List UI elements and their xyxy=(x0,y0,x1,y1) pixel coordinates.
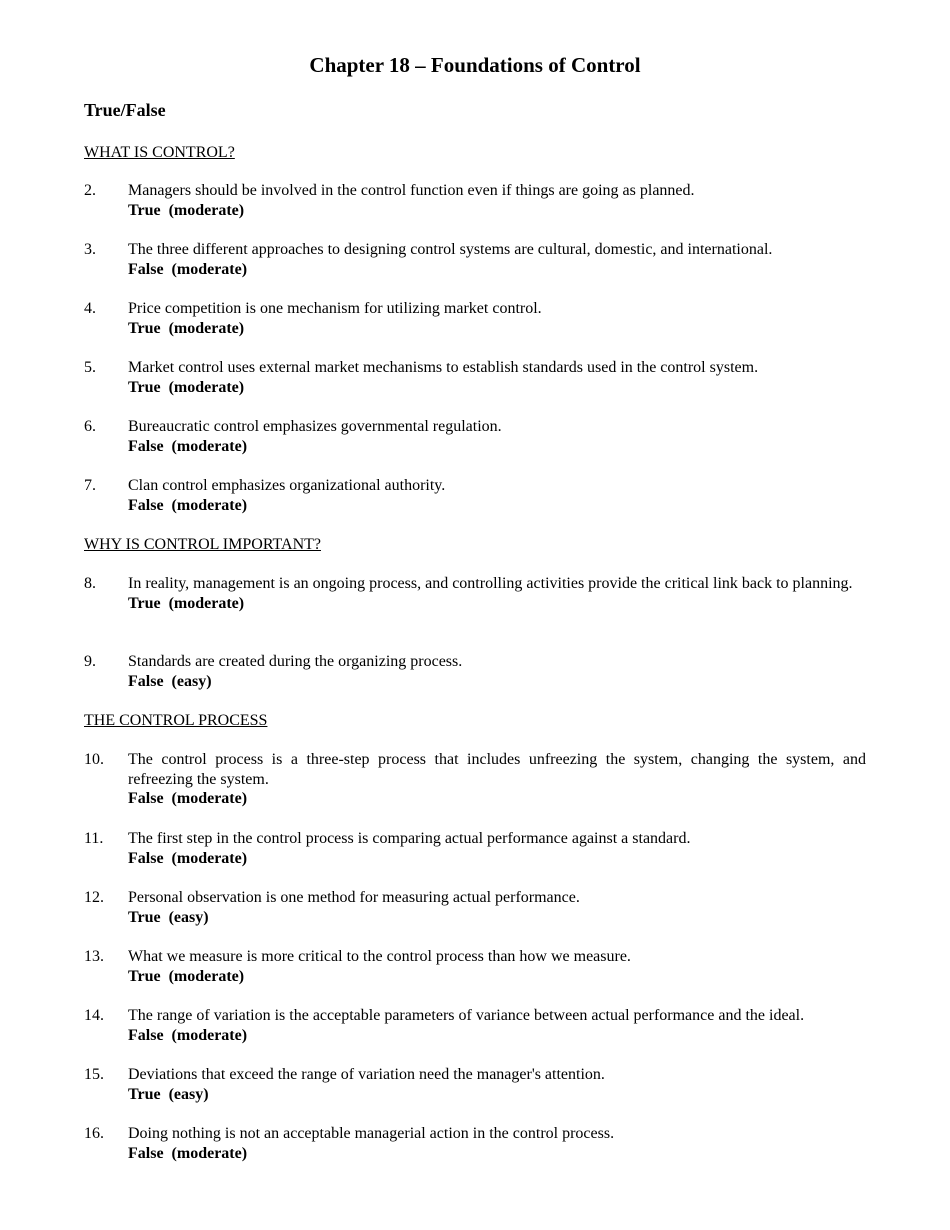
question-item xyxy=(84,1065,866,1104)
question-text: The control process is a three-step process that includes unfreezing the system, changing the system, and refreezing the system. xyxy=(128,751,866,788)
question-item xyxy=(84,1124,866,1163)
question-text: Clan control emphasizes organizational authority. xyxy=(128,477,446,494)
question-answer: False (moderate) xyxy=(128,1144,248,1162)
question-answer: True (moderate) xyxy=(128,319,245,337)
question-item xyxy=(84,476,866,515)
question-text: What we measure is more critical to the control process than how we measure. xyxy=(128,948,631,965)
question-item xyxy=(84,574,866,613)
question-item xyxy=(84,299,866,338)
question-item xyxy=(84,652,866,691)
question-answer: False (moderate) xyxy=(128,437,248,455)
question-answer: False (moderate) xyxy=(128,790,248,807)
question-number: 9. xyxy=(84,653,96,670)
section-heading-what-is-control: WHAT IS CONTROL? xyxy=(84,144,235,161)
question-item xyxy=(84,358,866,397)
question-answer: True (moderate) xyxy=(128,967,245,985)
question-item xyxy=(84,240,866,279)
question-text: The first step in the control process is comparing actual performance against a standard. xyxy=(128,830,691,847)
question-answer: False (moderate) xyxy=(128,1026,248,1044)
question-text: Doing nothing is not an acceptable managerial action in the control process. xyxy=(128,1125,615,1142)
question-text: Managers should be involved in the control function even if things are going as planned. xyxy=(128,182,695,199)
question-answer: False (moderate) xyxy=(128,496,248,514)
question-text: Standards are created during the organizing process. xyxy=(128,653,463,670)
question-answer: False (easy) xyxy=(128,672,212,690)
question-number: 11. xyxy=(84,830,104,847)
question-text: In reality, management is an ongoing process, and controlling activities provide the critical link back to planning. xyxy=(128,575,853,592)
section-type-label: True/False xyxy=(84,100,166,120)
question-number: 14. xyxy=(84,1007,104,1024)
question-number: 2. xyxy=(84,182,96,199)
question-number: 15. xyxy=(84,1066,104,1083)
question-text: Market control uses external market mechanisms to establish standards used in the control system. xyxy=(128,359,759,376)
question-item xyxy=(84,829,866,868)
question-text: Bureaucratic control emphasizes governmental regulation. xyxy=(128,418,502,435)
question-answer: True (easy) xyxy=(128,908,209,926)
question-item xyxy=(84,750,866,809)
question-number: 16. xyxy=(84,1125,104,1142)
question-item xyxy=(84,888,866,927)
question-text: Price competition is one mechanism for utilizing market control. xyxy=(128,300,542,317)
question-number: 7. xyxy=(84,477,96,494)
question-number: 3. xyxy=(84,241,96,258)
question-number: 8. xyxy=(84,575,96,592)
question-answer: False (moderate) xyxy=(128,849,248,867)
page-title: Chapter 18 – Foundations of Control xyxy=(309,53,641,77)
question-number: 5. xyxy=(84,359,96,376)
question-item xyxy=(84,947,866,986)
section-heading-why-control-important: WHY IS CONTROL IMPORTANT? xyxy=(84,536,321,553)
question-answer: True (moderate) xyxy=(128,378,245,396)
section-heading-control-process: THE CONTROL PROCESS xyxy=(84,712,268,729)
question-number: 13. xyxy=(84,948,104,965)
question-text: Deviations that exceed the range of variation need the manager's attention. xyxy=(128,1066,605,1083)
question-text: The range of variation is the acceptable parameters of variance between actual performance and the ideal. xyxy=(128,1007,805,1024)
question-number: 12. xyxy=(84,889,104,906)
question-number: 10. xyxy=(84,751,104,768)
question-item xyxy=(84,417,866,456)
question-answer: True (easy) xyxy=(128,1085,209,1103)
question-number: 6. xyxy=(84,418,96,435)
question-number: 4. xyxy=(84,300,96,317)
question-text: Personal observation is one method for measuring actual performance. xyxy=(128,889,580,906)
question-answer: False (moderate) xyxy=(128,260,248,278)
question-item xyxy=(84,1006,866,1045)
question-item xyxy=(84,181,866,220)
question-answer: True (moderate) xyxy=(128,594,245,612)
question-text: The three different approaches to designing control systems are cultural, domestic, and international. xyxy=(128,241,773,258)
question-answer: True (moderate) xyxy=(128,201,245,219)
